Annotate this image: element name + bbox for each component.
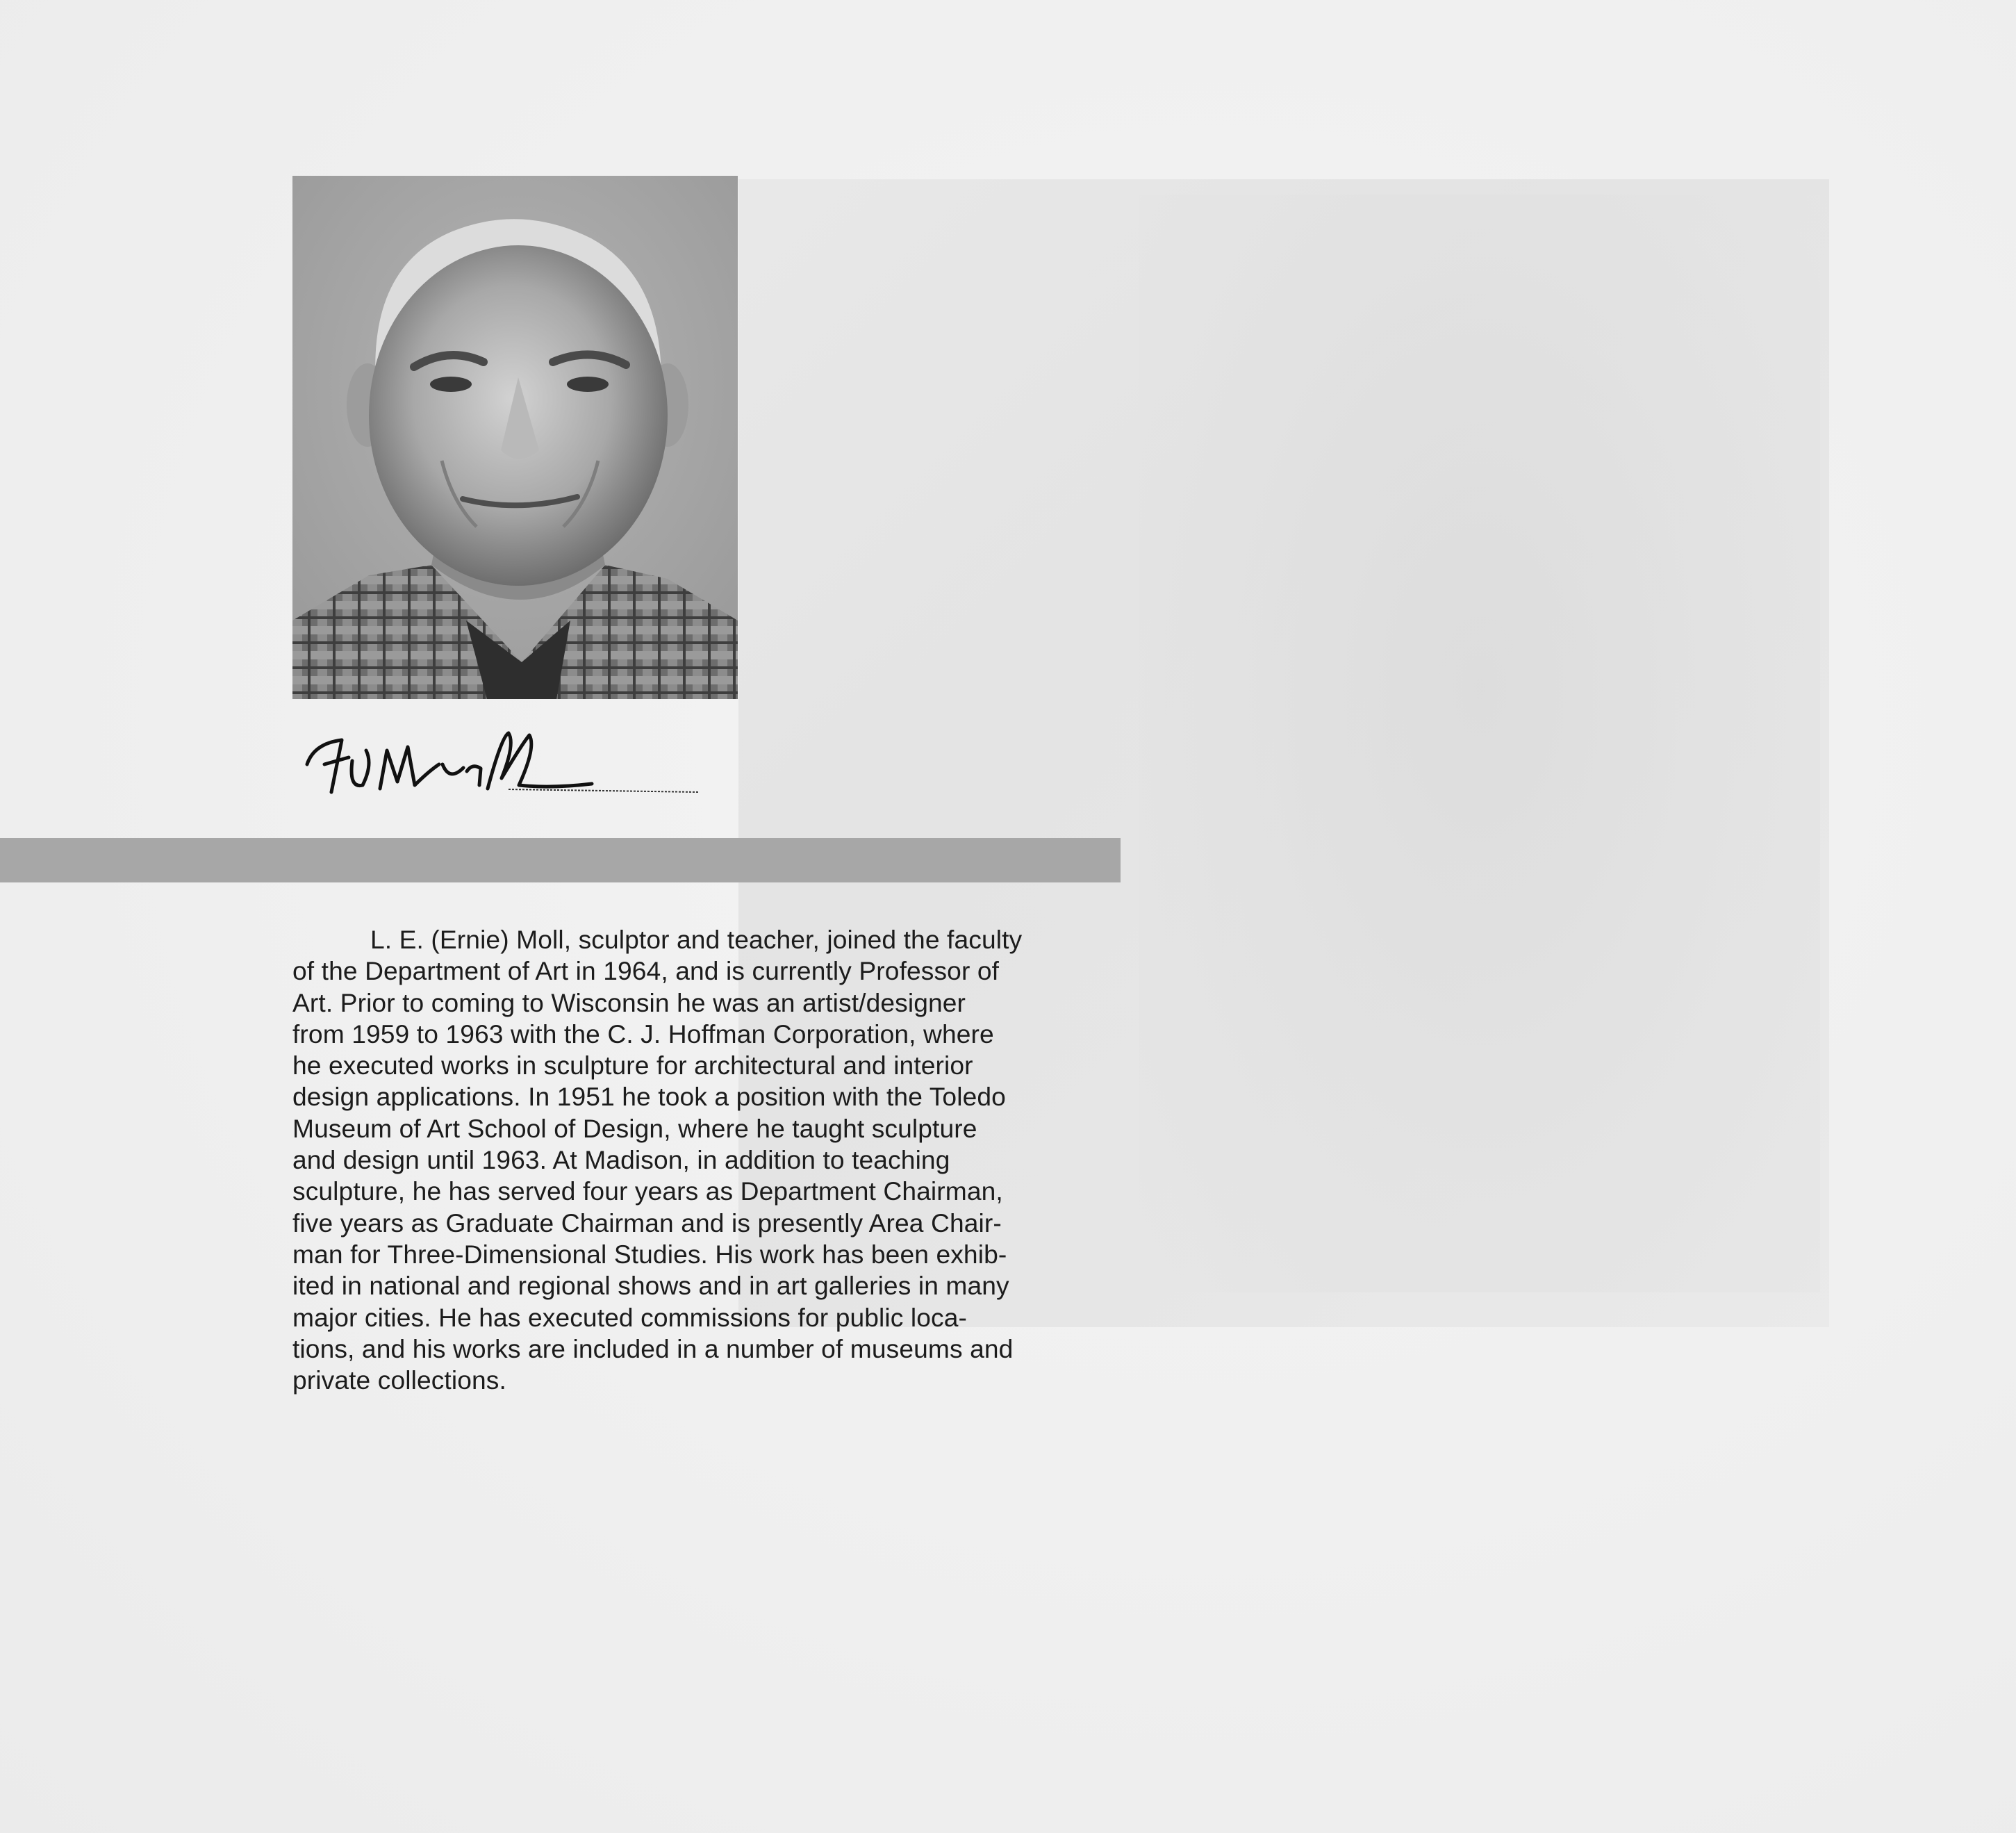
biography-line: Art. Prior to coming to Wisconsin he was an artist/designer [292,987,966,1017]
biography-line: tions, and his works are included in a number of museums and [292,1333,1014,1363]
biography-line: major cities. He has executed commissions for public loca- [292,1302,967,1332]
biography-line: he executed works in sculpture for architectural and interior [292,1051,973,1080]
biography-line: design applications. In 1951 he took a position with the Toledo [292,1082,1006,1112]
divider-bar [0,838,1121,882]
biography-line: of the Department of Art in 1964, and is currently Professor of [292,956,1000,986]
biography-line: man for Three-Dimensional Studies. His work has been exhib- [292,1239,1007,1269]
biography-line: Museum of Art School of Design, where he taught sculpture [292,1113,977,1143]
biography-line: from 1959 to 1963 with the C. J. Hoffman Corporation, where [292,1019,994,1049]
biography-line: five years as Graduate Chairman and is presently Area Chair- [292,1208,1002,1238]
biography-line: L. E. (Ernie) Moll, sculptor and teacher, joined the faculty [370,925,1023,954]
biography-line: private collections. [292,1365,506,1395]
portrait-photo [292,176,738,699]
biography-paragraph [292,924,1130,1396]
biography-line: sculpture, he has served four years as Department Chairman, [292,1176,1003,1206]
biography-line: ited in national and regional shows and in art galleries in many [292,1271,1009,1301]
biography-line: and design until 1963. At Madison, in addition to teaching [292,1145,950,1175]
show-through-image-shading [1139,195,1820,1292]
signature [300,723,717,799]
